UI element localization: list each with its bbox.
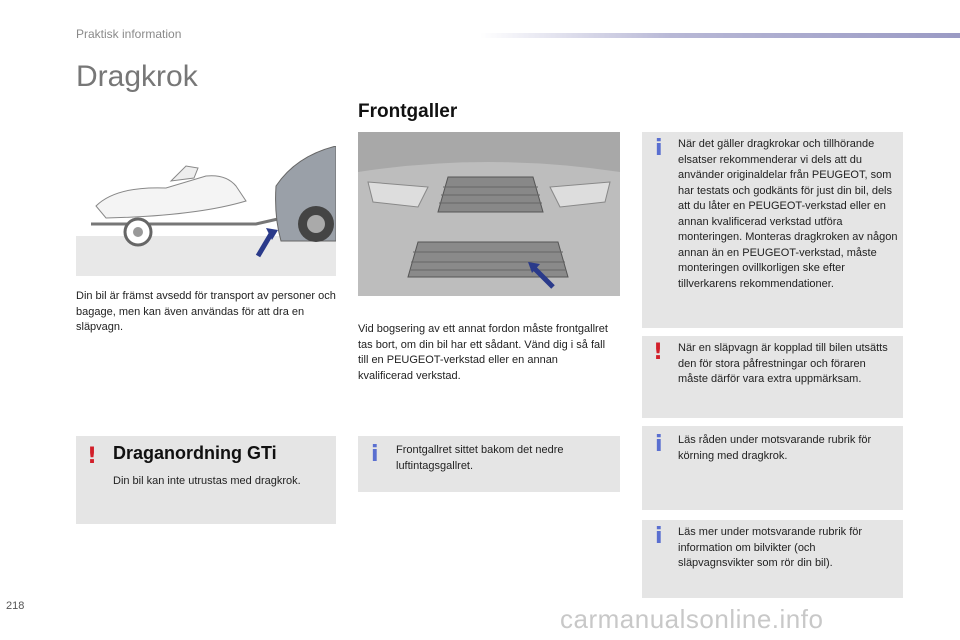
page-number: 218 — [6, 600, 25, 612]
page-title: Dragkrok — [76, 60, 198, 93]
side-box-1 — [642, 132, 903, 328]
side-box-3 — [642, 426, 903, 510]
frontgaller-title: Frontgaller — [358, 101, 458, 122]
watermark: carmanualsonline.info — [560, 604, 824, 634]
trailer-illustration — [76, 146, 336, 276]
side-box-1-text: När det gäller dragkrokar och tillhörande elsatser rekommenderar vi dels att du använder originaldelar från PEUGEOT, som har testats och godkänts för just din bil, dels att du låter en PEUGEOT-verkstad eller en annan kvalificerad verkstad utföra monteringen. Monteras dragkroken av någon annan än en PEUGEOT-verkstad, måste monteringen ovillkorligen ske efter tillverkarens rekommendationer. — [678, 138, 898, 290]
header-bar — [480, 33, 960, 38]
info-icon: i — [655, 136, 663, 161]
info-icon: i — [371, 442, 379, 467]
info-icon: i — [655, 524, 663, 549]
gti-box — [76, 436, 336, 524]
side-box-2 — [642, 336, 903, 418]
frontgaller-text: Vid bogsering av ett annat fordon måste frontgallret tas bort, om din bil har ett sådant. Vänd dig i så fall till en PEUGEOT-verkstad eller en annan kvalificerad verkstad. — [358, 323, 608, 382]
gti-box-text: Din bil kan inte utrustas med dragkrok. — [113, 475, 301, 487]
frontgaller-note-box — [358, 436, 620, 492]
side-box-3-text: Läs råden under motsvarande rubrik för körning med dragkrok. — [678, 434, 872, 462]
frontgaller-note-text: Frontgallret sittet bakom det nedre luftintagsgallret. — [396, 444, 564, 472]
warning-icon: ! — [87, 444, 98, 469]
gti-box-title: Draganordning GTi — [113, 443, 277, 463]
info-icon: i — [655, 432, 663, 457]
side-box-4-text: Läs mer under motsvarande rubrik för information om bilvikter (och släpvagnsvikter som rör din bil). — [678, 526, 863, 569]
front-grille-illustration — [358, 132, 620, 296]
section-header: Praktisk information — [76, 27, 182, 41]
side-box-4 — [642, 520, 903, 598]
side-box-2-text: När en släpvagn är kopplad till bilen utsätts den för stora påfrestningar och föraren måste därför vara extra uppmärksam. — [678, 342, 888, 385]
intro-text: Din bil är främst avsedd för transport av personer och bagage, men kan även användas för att dra en släpvagn. — [76, 290, 336, 333]
warning-icon: ! — [653, 340, 664, 365]
